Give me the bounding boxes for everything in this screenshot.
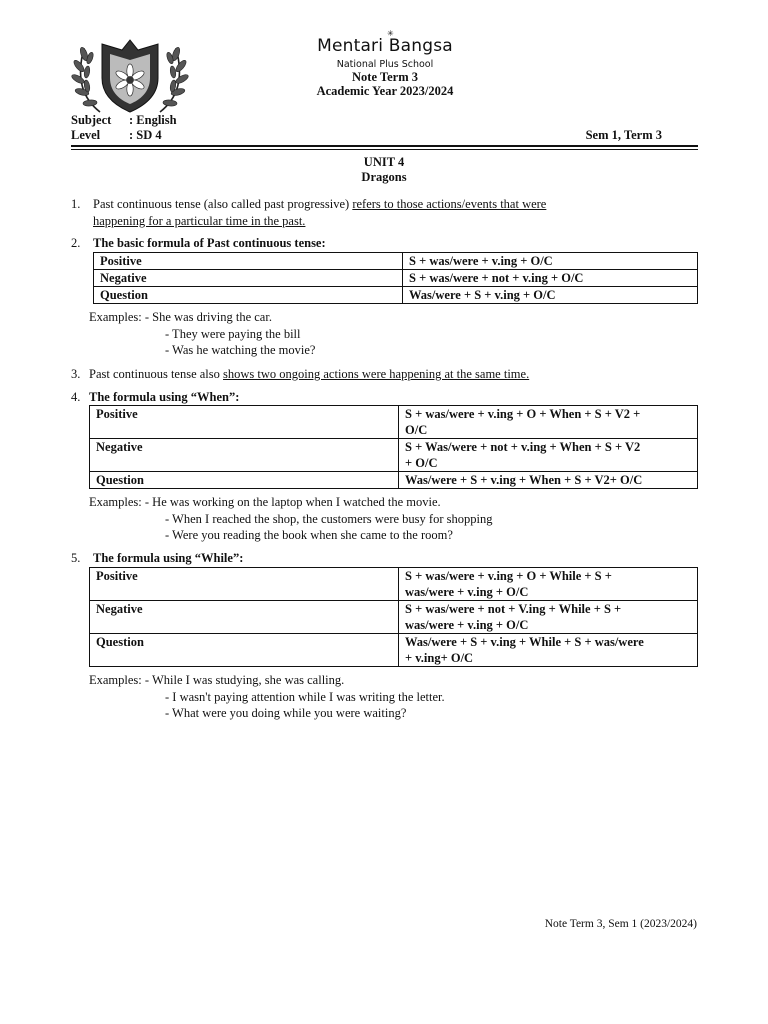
example-line: - When I reached the shop, the customers were busy for shopping xyxy=(165,511,493,526)
row-label: Positive xyxy=(90,568,399,601)
row-formula xyxy=(399,568,698,601)
example-line: - I wasn't paying attention while I was writing the letter. xyxy=(165,689,445,704)
section-heading: The formula using “While”: xyxy=(93,551,244,565)
header-divider-thin xyxy=(71,149,698,150)
row-label: Question xyxy=(94,287,403,304)
brand-subtitle: National Plus School xyxy=(336,59,434,70)
row-label: Question xyxy=(90,472,399,489)
row-formula xyxy=(399,601,698,634)
level-value: : SD 4 xyxy=(129,128,162,142)
section-3-underline: shows two ongoing actions were happening at the same time. xyxy=(223,367,530,381)
examples-5 xyxy=(89,672,689,724)
row-formula: Was/were + S + v.ing + O/C xyxy=(403,287,698,304)
table-row xyxy=(90,406,698,439)
example-line: - They were paying the bill xyxy=(165,326,301,341)
examples-label: Examples: - While I was studying, she was calling. xyxy=(89,673,345,687)
formula-part: was/were + v.ing + O/C xyxy=(405,618,529,632)
unit-title: Dragons xyxy=(361,170,407,184)
row-label: Negative xyxy=(90,601,399,634)
table-row xyxy=(94,253,698,270)
document-title: Note Term 3 xyxy=(352,70,418,84)
row-formula xyxy=(399,439,698,472)
example-line: - What were you doing while you were waiting? xyxy=(165,706,407,720)
unit-number: UNIT 4 xyxy=(363,155,405,169)
row-label: Negative xyxy=(90,439,399,472)
section-2-heading xyxy=(71,235,698,252)
page-footer: Note Term 3, Sem 1 (2023/2024) xyxy=(544,918,697,930)
table-row xyxy=(90,439,698,472)
row-formula: Was/were + S + v.ing + When + S + V2+ O/C xyxy=(399,472,698,489)
section-1-text: Past continuous tense (also called past progressive) xyxy=(93,197,353,211)
example-line: - Was he watching the movie? xyxy=(165,343,316,357)
formula-table-basic xyxy=(93,252,698,304)
table-row xyxy=(90,634,698,667)
table-row xyxy=(94,287,698,304)
section-4-heading xyxy=(71,389,698,406)
level-key: Level xyxy=(71,128,101,142)
section-number: 3. xyxy=(71,367,81,381)
table-row xyxy=(90,472,698,489)
row-label: Positive xyxy=(90,406,399,439)
header-divider-thick xyxy=(71,145,698,147)
unit-heading xyxy=(250,155,518,185)
formula-part: O/C xyxy=(405,423,428,437)
section-3 xyxy=(71,366,698,383)
formula-part: + O/C xyxy=(405,456,438,470)
subject-value: : English xyxy=(129,113,177,127)
examples-2 xyxy=(89,309,689,361)
section-number: 2. xyxy=(71,236,81,250)
section-heading: The basic formula of Past continuous tense: xyxy=(93,236,326,250)
formula-table-when xyxy=(89,405,698,489)
brand-star-icon: ✳ xyxy=(387,29,394,38)
formula-part: S + was/were + v.ing + O + When + S + V2 + xyxy=(405,407,641,421)
row-formula: S + was/were + not + v.ing + O/C xyxy=(403,270,698,287)
brand-name: Mentari Bangsa ✳ xyxy=(317,29,453,56)
semester-term: Sem 1, Term 3 xyxy=(585,128,662,142)
section-5-heading xyxy=(71,550,698,567)
row-formula xyxy=(399,406,698,439)
school-logo-icon xyxy=(70,34,190,116)
section-1 xyxy=(71,196,698,229)
examples-label: Examples: - He was working on the laptop when I watched the movie. xyxy=(89,495,441,509)
section-heading: The formula using “When”: xyxy=(89,390,240,404)
table-row xyxy=(90,568,698,601)
row-label: Positive xyxy=(94,253,403,270)
examples-label: Examples: - She was driving the car. xyxy=(89,310,272,324)
section-number: 1. xyxy=(71,197,81,211)
section-3-text: Past continuous tense also xyxy=(89,367,224,381)
formula-part: Was/were + S + v.ing + While + S + was/were xyxy=(405,635,644,649)
formula-part: was/were + v.ing + O/C xyxy=(405,585,529,599)
example-line: - Were you reading the book when she came to the room? xyxy=(165,528,453,542)
table-row xyxy=(90,601,698,634)
formula-part: S + Was/were + not + v.ing + When + S + V2 xyxy=(405,440,641,454)
header-block xyxy=(230,29,540,98)
row-formula xyxy=(399,634,698,667)
table-row xyxy=(94,270,698,287)
formula-part: S + was/were + v.ing + O + While + S + xyxy=(405,569,612,583)
formula-part: S + was/were + not + V.ing + While + S + xyxy=(405,602,622,616)
formula-part: + v.ing+ O/C xyxy=(405,651,474,665)
subject-key: Subject xyxy=(71,113,112,127)
row-formula: S + was/were + v.ing + O/C xyxy=(403,253,698,270)
row-label: Negative xyxy=(94,270,403,287)
academic-year: Academic Year 2023/2024 xyxy=(316,84,454,98)
section-number: 5. xyxy=(71,551,81,565)
examples-4 xyxy=(89,494,689,546)
formula-table-while xyxy=(89,567,698,667)
row-label: Question xyxy=(90,634,399,667)
section-number: 4. xyxy=(71,390,81,404)
section-1-underline: refers to those actions/events that were xyxy=(352,197,547,211)
meta-info xyxy=(71,113,698,143)
section-1-underline-2: happening for a particular time in the past. xyxy=(93,213,306,228)
